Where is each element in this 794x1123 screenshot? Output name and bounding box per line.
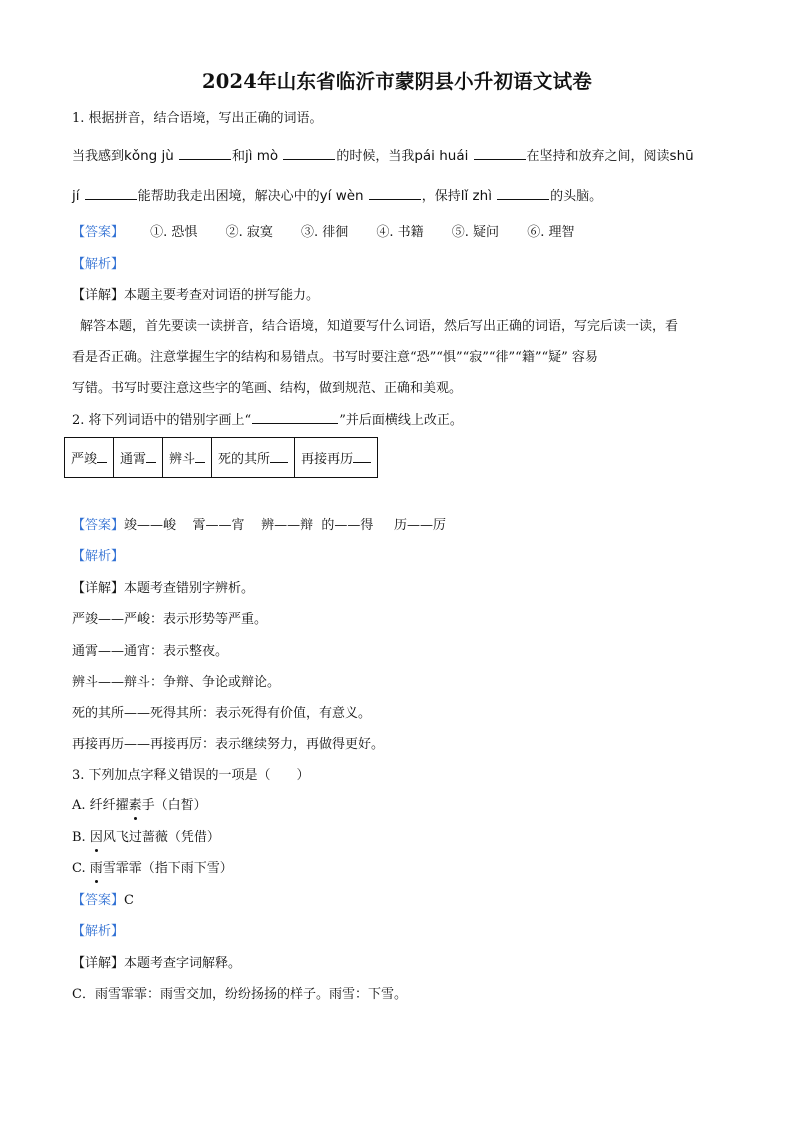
answer-blank-1[interactable] <box>179 147 231 160</box>
q3-explanation: C．雨雪霏霏：雨雪交加，纷纷扬扬的样子。雨雪：下雪。 <box>72 987 407 1002</box>
q2-item-2: 通霄——通宵：表示整夜。 <box>72 644 229 659</box>
table-cell: 通霄 <box>114 438 163 478</box>
q3-answer: 【答案】C <box>72 893 134 908</box>
dotted-char: 因 <box>89 830 103 845</box>
q3-detail: 【详解】本题考查字词解释。 <box>72 956 242 971</box>
answer-tag: 【答案】 <box>72 893 125 908</box>
q2-answer: 【答案】竣——峻 霄——宵 辨——辩 的——得 历——厉 <box>72 518 447 533</box>
dotted-char: 雨 <box>89 861 103 876</box>
correction-blank[interactable] <box>146 450 156 463</box>
q1-line-1: 当我感到kǒng jù 和jì mò 的时候，当我pái huái 在坚持和放弃之间，阅读shū <box>72 148 694 164</box>
answer-tag: 【答案】 <box>72 518 125 533</box>
q1-answer <box>72 224 574 242</box>
q2-item-5: 再接再历——再接再厉：表示继续努力，再做得更好。 <box>72 737 385 752</box>
q2-stem: 2. 将下列词语中的错别字画上“ ”并后面横线上改正。 <box>72 413 463 428</box>
correction-blank[interactable] <box>97 450 107 463</box>
answer-item: ⑤. 疑问 <box>451 225 500 240</box>
q2-item-3: 辨斗——辩斗：争辩、争论或辩论。 <box>72 675 281 690</box>
answer-blank-2[interactable] <box>283 147 335 160</box>
q3-option-b[interactable]: B. 因风飞过蔷薇（凭借） <box>72 830 220 845</box>
q3-stem: 3. 下列加点字释义错误的一项是（ ） <box>72 768 310 783</box>
underline-mark-sample <box>252 411 338 424</box>
pinyin-3: pái huái <box>414 148 469 164</box>
page-title: 2024年山东省临沂市蒙阴县小升初语文试卷 <box>202 70 592 93</box>
answer-blank-6[interactable] <box>497 187 549 200</box>
analysis-tag: 【解析】 <box>72 257 125 272</box>
analysis-tag: 【解析】 <box>72 924 125 939</box>
table-cell: 死的其所 <box>212 438 295 478</box>
q2-item-1: 严竣——严峻：表示形势等严重。 <box>72 612 268 627</box>
analysis-tag: 【解析】 <box>72 549 125 564</box>
pinyin-1: kǒng jù <box>124 148 174 164</box>
table-cell: 辨斗 <box>163 438 212 478</box>
correction-blank[interactable] <box>270 450 288 463</box>
correction-blank[interactable] <box>353 450 371 463</box>
dotted-char: 素 <box>128 798 142 813</box>
q2-word-table <box>64 437 378 478</box>
q1-paragraph-3: 写错。书写时要注意这些字的笔画、结构，做到规范、正确和美观。 <box>72 381 463 396</box>
answer-item: ②. 寂寞 <box>225 225 273 240</box>
q1-stem: 1. 根据拼音，结合语境，写出正确的词语。 <box>72 111 323 126</box>
q3-option-c[interactable]: C. 雨雪霏霏（指下雨下雪） <box>72 861 233 876</box>
pinyin-4a: shū <box>669 148 694 164</box>
q1-line-2: jí 能帮助我走出困境，解决心中的yí wèn ，保持lǐ zhì 的头脑。 <box>72 188 603 204</box>
q1-paragraph-1: 解答本题，首先要读一读拼音，结合语境，知道要写什么词语，然后写出正确的词语，写完后读一读，看 <box>80 319 679 334</box>
pinyin-2: jì mò <box>244 148 279 164</box>
answer-item: ④. 书籍 <box>376 225 424 240</box>
q2-item-4: 死的其所——死得其所：表示死得有价值，有意义。 <box>72 706 372 721</box>
answer-item: ⑥. 理智 <box>527 225 575 240</box>
answer-item: ③. 徘徊 <box>300 225 349 240</box>
q3-option-a[interactable]: A. 纤纤擢素手（白皙） <box>72 798 207 813</box>
answer-item: ①. 恐惧 <box>150 225 198 240</box>
pinyin-6: lǐ zhì <box>460 188 492 204</box>
table-cell: 再接再历 <box>295 438 378 478</box>
pinyin-4b: jí <box>72 188 80 204</box>
answer-blank-3[interactable] <box>474 147 526 160</box>
answer-tag: 【答案】 <box>72 225 125 240</box>
table-cell: 严竣 <box>65 438 114 478</box>
answer-blank-4[interactable] <box>85 187 137 200</box>
answer-blank-5[interactable] <box>369 187 421 200</box>
q1-detail: 【详解】本题主要考查对词语的拼写能力。 <box>72 288 320 303</box>
q2-detail: 【详解】本题考查错别字辨析。 <box>72 581 255 596</box>
pinyin-5: yí wèn <box>319 188 364 204</box>
q1-paragraph-2: 看是否正确。注意掌握生字的结构和易错点。书写时要注意“恐”“惧”“寂”“徘”“籍”“疑” 容易 <box>72 350 598 365</box>
correction-blank[interactable] <box>195 450 205 463</box>
